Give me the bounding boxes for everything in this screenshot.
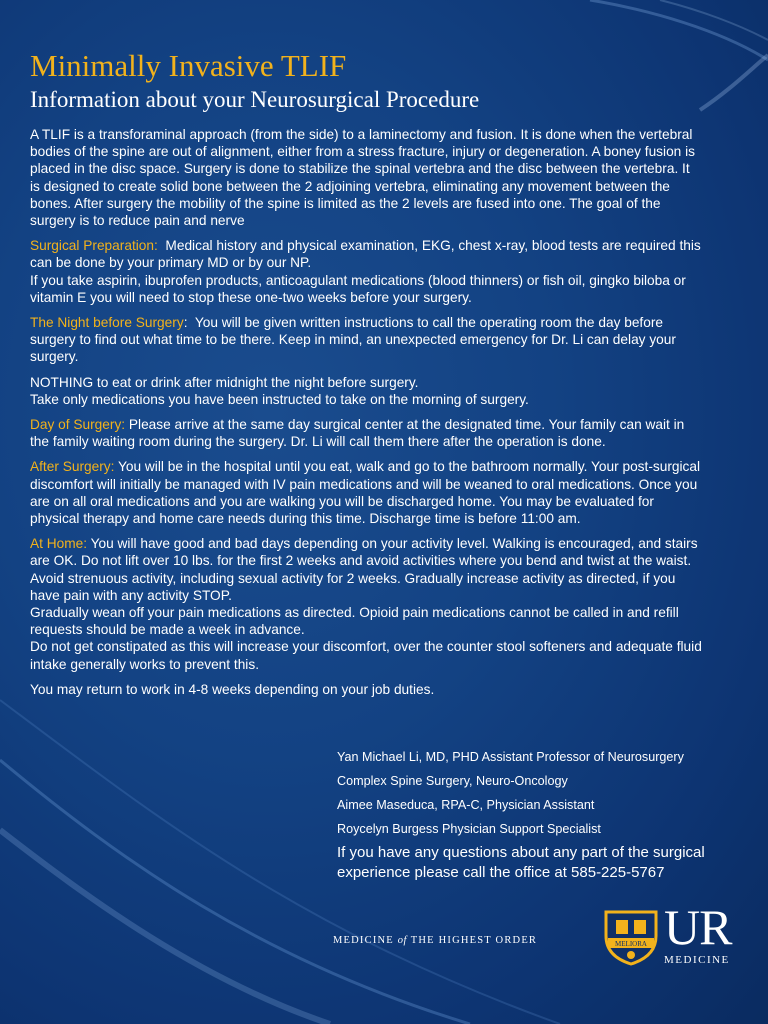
- section-line: Take only medications you have been instructed to take on the morning of surgery.: [30, 391, 529, 407]
- day-of-surgery-section: [30, 416, 768, 450]
- section-line: Avoid strenuous activity, including sexual activity for 2 weeks. Gradually increase activity as directed, if you: [30, 570, 676, 586]
- night-before-section: [30, 314, 768, 366]
- intro-paragraph: [30, 126, 768, 229]
- intro-line: surgery is to reduce pain and nerve: [30, 213, 245, 229]
- tagline-word: MEDICINE: [333, 935, 394, 946]
- intro-line: bones. After surgery the mobility of the spine is limited as the 2 levels are fused into one. The goal of the: [30, 195, 661, 211]
- section-text: : You will be given written instructions to call the operating room the day before: [183, 315, 664, 331]
- contact-line: Yan Michael Li, MD, PHD Assistant Professor of Neurosurgery: [337, 750, 684, 764]
- section-line: the family waiting room during the surgery. Dr. Li will call them there after the operation is done.: [30, 434, 606, 450]
- footer-tagline: [333, 935, 537, 946]
- section-heading: After Surgery:: [30, 459, 115, 475]
- section-text: Medical history and physical examination, EKG, chest x-ray, blood tests are required this: [157, 238, 701, 254]
- section-text: You will have good and bad days depending on your activity level. Walking is encouraged, and stairs: [87, 536, 698, 552]
- ur-medicine-logo: [600, 899, 760, 970]
- document-content: [30, 48, 768, 706]
- section-heading: At Home:: [30, 536, 88, 552]
- contact-list: [337, 745, 767, 841]
- section-line: surgery.: [30, 349, 79, 365]
- nothing-to-eat-section: [30, 374, 768, 408]
- contact-line: Complex Spine Surgery, Neuro-Oncology: [337, 774, 568, 788]
- section-line: discomfort will initially be managed with IV pain medications and will be weaned to oral medications. Once you: [30, 476, 698, 492]
- intro-line: A TLIF is a transforaminal approach (from the side) to a laminectomy and fusion. It is done when the vertebral: [30, 127, 693, 142]
- tagline-word: THE HIGHEST ORDER: [410, 935, 538, 946]
- section-line: You may return to work in 4-8 weeks depending on your job duties.: [30, 681, 435, 697]
- section-heading: Day of Surgery:: [30, 417, 126, 433]
- section-text: Please arrive at the same day surgical center at the designated time. Your family can wait in: [125, 417, 685, 433]
- question-line: If you have any questions about any part of the surgical: [337, 844, 705, 861]
- section-line: NOTHING to eat or drink after midnight the night before surgery.: [30, 374, 419, 390]
- page-subtitle: Information about your Neurosurgical Procedure: [30, 87, 480, 112]
- section-line: have pain with any activity STOP.: [30, 587, 232, 603]
- section-heading: The Night before Surgery: [30, 315, 184, 331]
- section-line: can be done by your primary MD or by our NP.: [30, 255, 312, 271]
- section-line: If you take aspirin, ibuprofen products, anticoagulant medications (blood thinners) or fish oil, gingko biloba or: [30, 272, 686, 288]
- contact-line: Roycelyn Burgess Physician Support Specialist: [337, 822, 601, 836]
- section-line: vitamin E you will need to stop these one-two weeks before your surgery.: [30, 289, 472, 305]
- university-seal-icon: [600, 906, 662, 966]
- question-line: experience please call the office at 585-225-5767: [337, 864, 665, 881]
- page-title: Minimally Invasive TLIF: [30, 48, 347, 83]
- section-line: intake generally works to prevent this.: [30, 656, 259, 672]
- medicine-wordmark: MEDICINE: [664, 954, 730, 966]
- section-line: surgery to find out what time to be there. Keep in mind, an unexpected emergency for Dr. Li can delay your: [30, 332, 676, 348]
- section-line: Do not get constipated as this will increase your discomfort, over the counter stool softeners and adequate fluid: [30, 639, 702, 655]
- intro-line: is designed to create solid bone between the 2 adjoining vertebra, eliminating any movement between the: [30, 178, 670, 194]
- section-line: requests should be made a week in advance.: [30, 622, 305, 638]
- after-surgery-section: [30, 458, 768, 527]
- section-heading: Surgical Preparation:: [30, 238, 158, 254]
- contact-line: Aimee Maseduca, RPA-C, Physician Assistant: [337, 798, 595, 812]
- questions-callout: [337, 843, 767, 883]
- surgical-preparation-section: [30, 237, 768, 306]
- section-text: You will be in the hospital until you eat, walk and go to the bathroom normally. Your post-surgical: [114, 459, 701, 475]
- tagline-of: of: [397, 935, 407, 946]
- ur-wordmark: UR: [664, 899, 732, 955]
- return-to-work: [30, 681, 768, 698]
- section-line: are on all oral medications and you are walking you will be discharged home. You may be evaluated for: [30, 493, 654, 509]
- section-line: Gradually wean off your pain medications as directed. Opioid pain medications cannot be called in and refill: [30, 605, 679, 621]
- intro-line: placed in the disc space. Surgery is done to stabilize the spinal vertebra and the disc between the vertebra. It: [30, 161, 690, 177]
- at-home-section: [30, 535, 768, 673]
- intro-line: bodies of the spine are out of alignment, either from a stress fracture, injury or degeneration. A boney fusion is: [30, 144, 695, 160]
- section-line: physical therapy and home care needs during this time. Discharge time is before 11:00 am.: [30, 511, 581, 527]
- section-line: are OK. Do not lift over 10 lbs. for the first 2 weeks and avoid activities where you bend and twist at the waist.: [30, 553, 692, 569]
- document-body: [30, 126, 768, 698]
- svg-text:MELIORA: MELIORA: [615, 940, 647, 948]
